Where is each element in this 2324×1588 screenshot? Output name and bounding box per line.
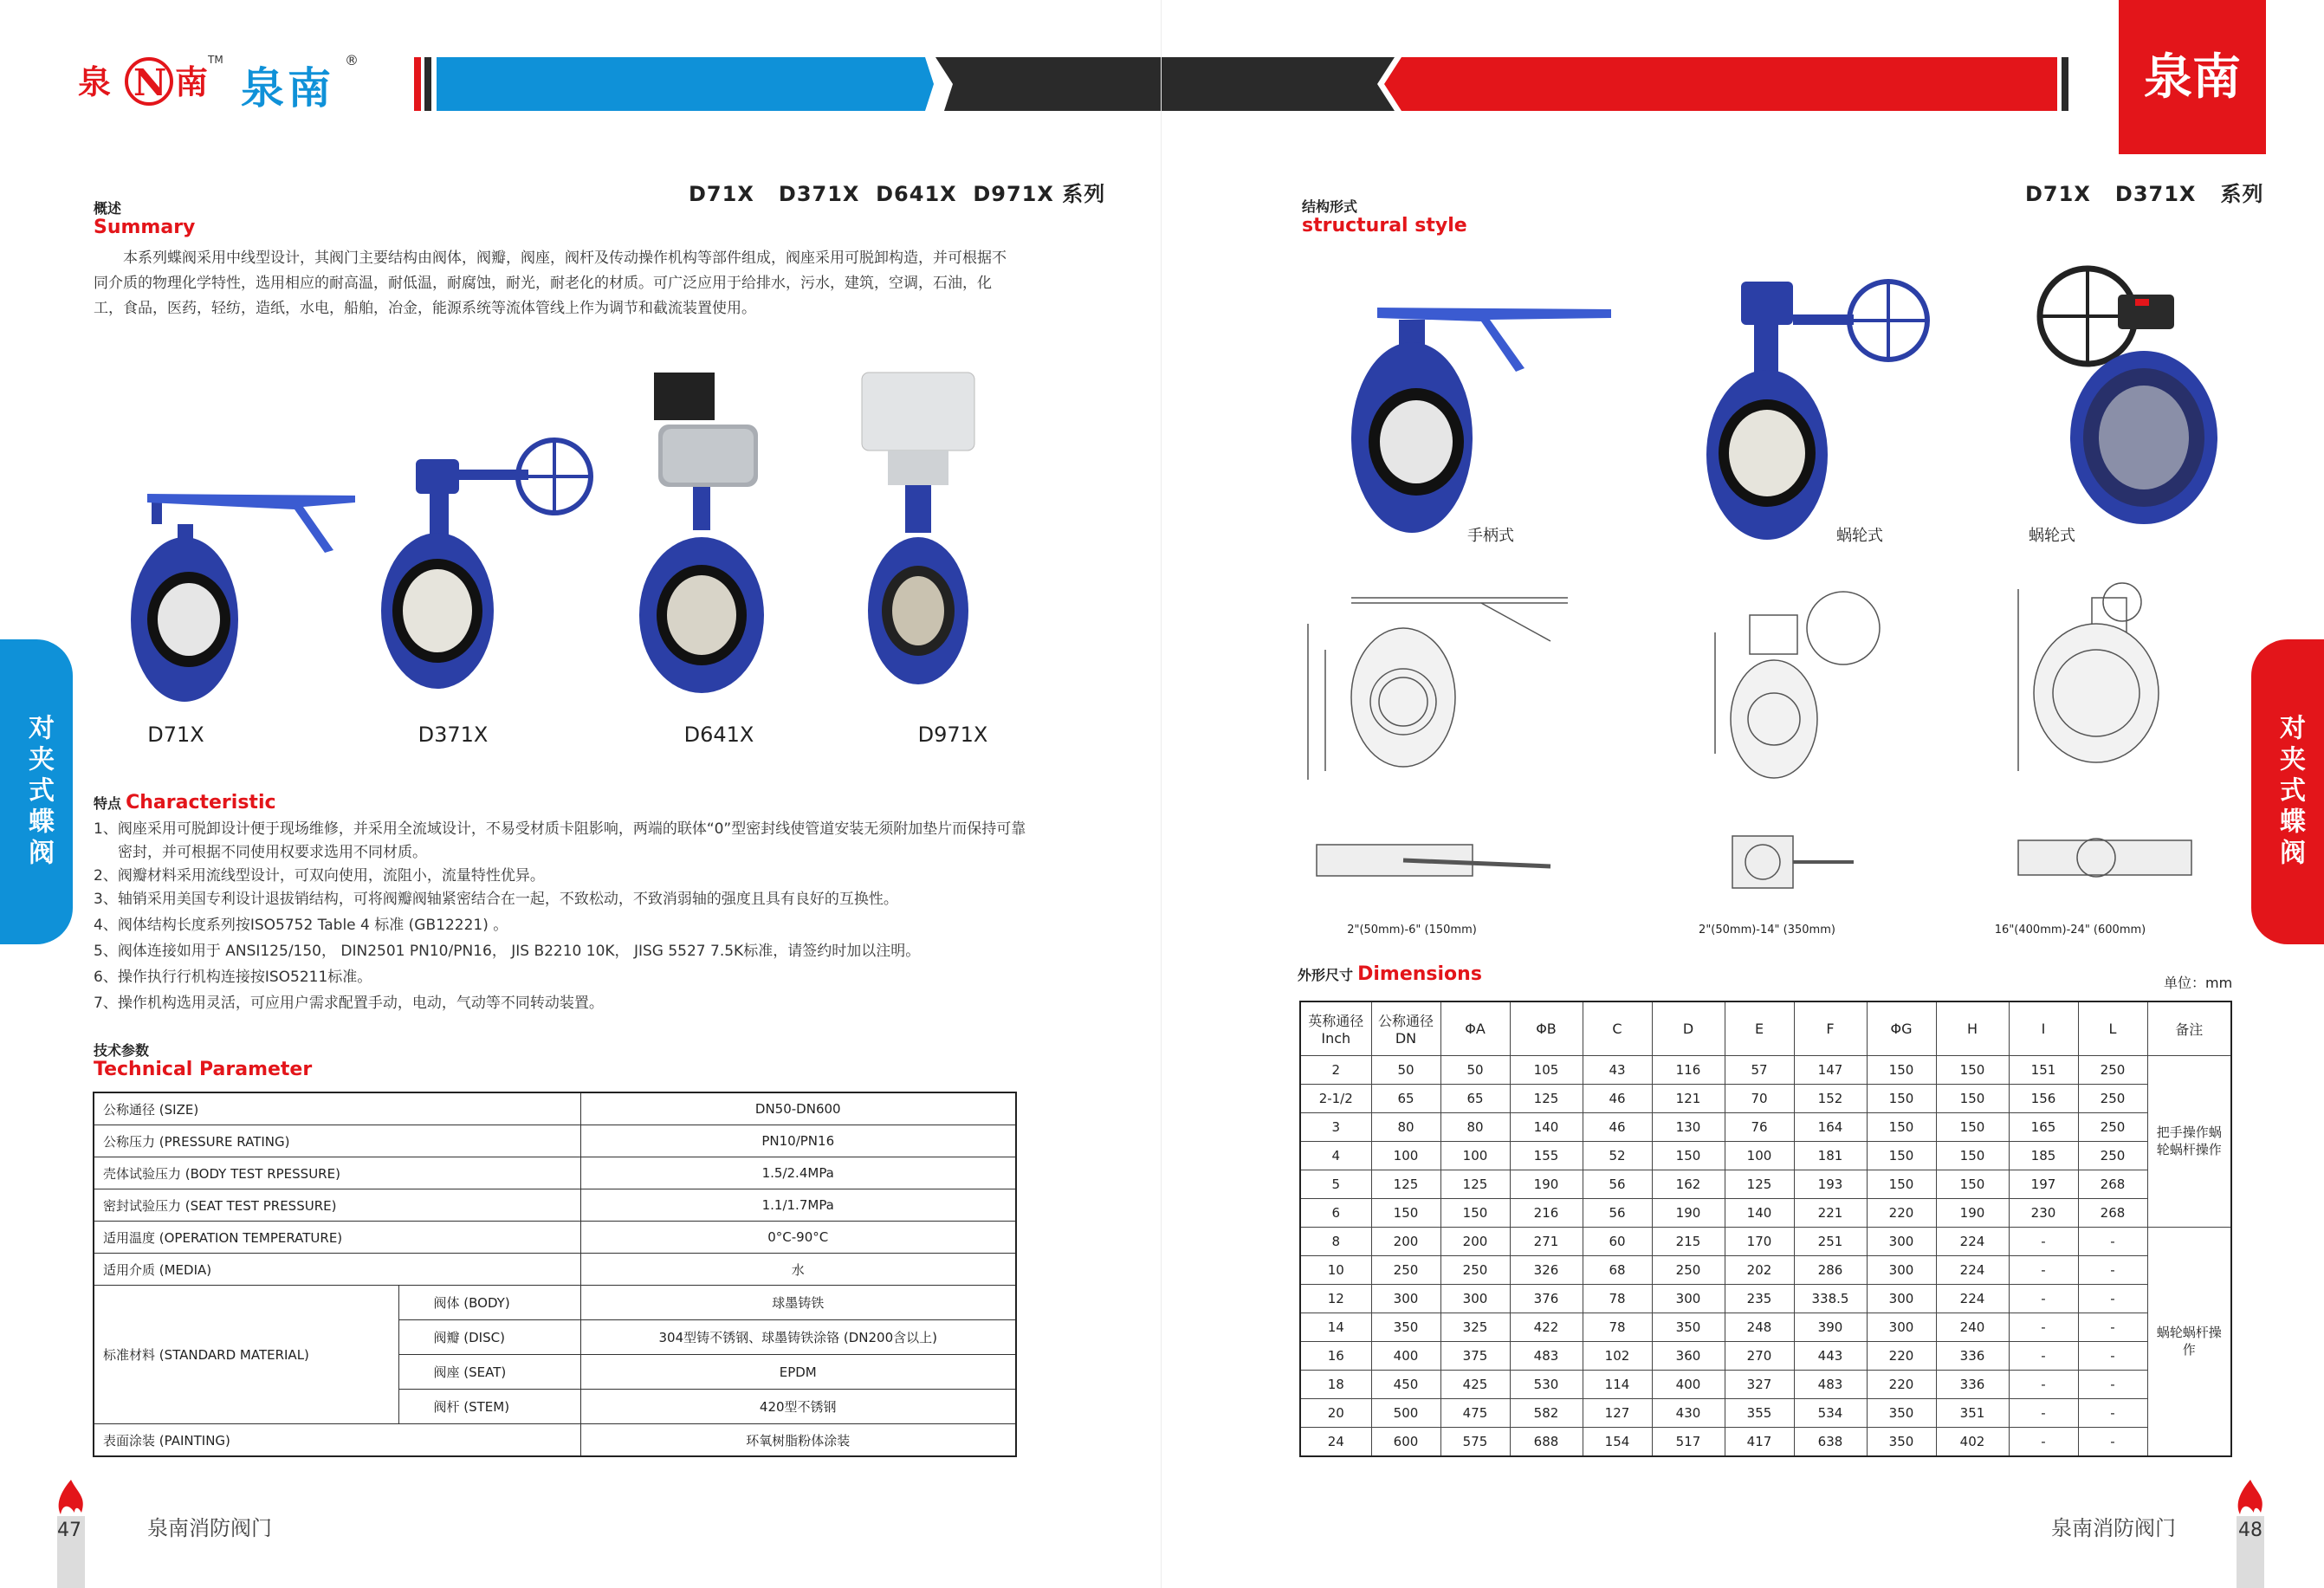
struct-gear-image-2 (2040, 269, 2217, 524)
table-row (1300, 1313, 2231, 1341)
table-cell: 155 (1510, 1141, 1583, 1170)
table-row (94, 1125, 1016, 1157)
struct-cn: 结构形式 (1302, 198, 1358, 215)
col-header: ΦA (1440, 1001, 1510, 1055)
table-row (1300, 1141, 2231, 1170)
table-row (1300, 1084, 2231, 1112)
table-cell: 130 (1652, 1112, 1725, 1141)
table-cell: 65 (1440, 1084, 1510, 1112)
table-cell: 534 (1794, 1398, 1867, 1427)
table-cell: 80 (1440, 1112, 1510, 1141)
table-row (1300, 1198, 2231, 1227)
product-label-2: D371X (418, 723, 489, 747)
table-cell: 165 (2009, 1112, 2078, 1141)
table-cell: 216 (1510, 1198, 1583, 1227)
brand-tm: TM (208, 54, 223, 66)
product-d641x-image (639, 373, 764, 693)
summary-cn: 概述 (94, 200, 122, 217)
table-row (1300, 1370, 2231, 1398)
table-cell: 483 (1510, 1341, 1583, 1370)
product-label-3: D641X (683, 723, 754, 747)
table-cell: 250 (2078, 1055, 2147, 1084)
table-cell: 76 (1725, 1112, 1794, 1141)
table-cell: 105 (1510, 1055, 1583, 1084)
corner-logo-text: 泉南 (2144, 49, 2241, 106)
table-cell: 125 (1371, 1170, 1440, 1198)
table-cell: 14 (1300, 1313, 1371, 1341)
dimensions-table (1299, 1001, 2232, 1457)
table-cell: 443 (1794, 1341, 1867, 1370)
table-cell: 400 (1371, 1341, 1440, 1370)
table-cell: 4 (1300, 1141, 1371, 1170)
table-cell: 300 (1867, 1284, 1936, 1313)
table-cell: 338.5 (1794, 1284, 1867, 1313)
table-cell: 5 (1300, 1170, 1371, 1198)
table-cell: 150 (1936, 1141, 2009, 1170)
table-cell: 638 (1794, 1427, 1867, 1456)
table-cell: 350 (1371, 1313, 1440, 1341)
table-cell: - (2009, 1227, 2078, 1255)
table-cell: - (2009, 1341, 2078, 1370)
char-en: Characteristic (126, 792, 276, 813)
tech-value: 1.5/2.4MPa (580, 1157, 1016, 1189)
feature-7: 7、操作机构选用灵活，可应用户需求配置手动，电动，气动等不同转动装置。 (94, 995, 604, 1012)
style-label-2: 蜗轮式 (1836, 527, 1883, 545)
tech-value: PN10/PN16 (580, 1125, 1016, 1157)
tech-value: DN50-DN600 (580, 1092, 1016, 1125)
table-cell: 164 (1794, 1112, 1867, 1141)
table-cell: 402 (1936, 1427, 2009, 1456)
table-cell: 202 (1725, 1255, 1794, 1284)
table-cell: 152 (1794, 1084, 1867, 1112)
table-cell: 600 (1371, 1427, 1440, 1456)
table-cell: - (2078, 1341, 2147, 1370)
unit-label: 单位：mm (2164, 975, 2233, 991)
table-cell: 150 (1936, 1170, 2009, 1198)
table-cell: 351 (1936, 1398, 2009, 1427)
product-d71x-image (131, 494, 355, 702)
table-cell: 127 (1583, 1398, 1652, 1427)
table-cell: 6 (1300, 1198, 1371, 1227)
tech-label: 适用介质 (MEDIA) (94, 1254, 580, 1286)
table-cell: 12 (1300, 1284, 1371, 1313)
table-cell: 10 (1300, 1255, 1371, 1284)
table-cell: 150 (1867, 1112, 1936, 1141)
summary-en: Summary (94, 217, 196, 238)
table-cell: 300 (1371, 1284, 1440, 1313)
table-cell: 483 (1794, 1370, 1867, 1398)
logo-char-2: N (133, 62, 167, 104)
table-cell: 190 (1936, 1198, 2009, 1227)
table-cell: 100 (1440, 1141, 1510, 1170)
table-cell: 121 (1652, 1084, 1725, 1112)
tech-label: 壳体试验压力 (BODY TEST RPESSURE) (94, 1157, 580, 1189)
table-cell: 170 (1725, 1227, 1794, 1255)
col-header: 公称通径 DN (1371, 1001, 1440, 1055)
table-cell: 575 (1440, 1427, 1510, 1456)
logo-char-1: 泉 (78, 62, 112, 101)
table-cell: 156 (2009, 1084, 2078, 1112)
table-cell: 450 (1371, 1370, 1440, 1398)
table-cell: 221 (1794, 1198, 1867, 1227)
table-cell: 80 (1371, 1112, 1440, 1141)
table-cell: 430 (1652, 1398, 1725, 1427)
left-page-number: 47 (57, 1520, 81, 1541)
table-cell: 185 (2009, 1141, 2078, 1170)
tech-value: 0°C-90°C (580, 1222, 1016, 1254)
table-cell: 327 (1725, 1370, 1794, 1398)
table-row (1300, 1170, 2231, 1198)
table-row (1300, 1112, 2231, 1141)
table-cell: 250 (2078, 1112, 2147, 1141)
table-cell: 57 (1725, 1055, 1794, 1084)
dimensions-body (1300, 1055, 2231, 1456)
table-row (1300, 1398, 2231, 1427)
table-cell: 417 (1725, 1427, 1794, 1456)
brand-logo (78, 50, 225, 111)
col-header: E (1725, 1001, 1794, 1055)
table-cell: 65 (1371, 1084, 1440, 1112)
table-cell: 286 (1794, 1255, 1867, 1284)
technical-drawings (1299, 580, 2235, 927)
struct-en: structural style (1302, 215, 1467, 237)
dim-heading (1298, 963, 1482, 985)
table-cell: 326 (1510, 1255, 1583, 1284)
table-cell: 271 (1510, 1227, 1583, 1255)
features-list (94, 818, 1029, 1015)
table-cell: 50 (1371, 1055, 1440, 1084)
table-cell: 150 (1440, 1198, 1510, 1227)
table-cell: 350 (1867, 1427, 1936, 1456)
page-divider (1161, 0, 1162, 1588)
tech-label: 公称通径 (SIZE) (94, 1092, 580, 1125)
char-cn: 特点 (94, 795, 122, 812)
table-cell: 300 (1440, 1284, 1510, 1313)
struct-handle-image (1351, 308, 1611, 533)
table-cell: 300 (1867, 1313, 1936, 1341)
feature-3: 3、轴销采用美国专利设计退拔销结构，可将阀瓣阀轴紧密结合在一起，不致松动，不致消弱轴的强度且具有良好的互换性。 (94, 891, 898, 908)
table-cell: 230 (2009, 1198, 2078, 1227)
table-cell: - (2009, 1370, 2078, 1398)
table-row (1300, 1055, 2231, 1084)
col-header: ΦG (1867, 1001, 1936, 1055)
tech-value: 1.1/1.7MPa (580, 1189, 1016, 1222)
tech-cn: 技术参数 (94, 1042, 150, 1059)
table-cell: 190 (1652, 1198, 1725, 1227)
brand-reg: ® (345, 52, 359, 68)
table-cell: 154 (1583, 1427, 1652, 1456)
material-part: 阀体 (BODY) (398, 1286, 580, 1320)
table-cell: 8 (1300, 1227, 1371, 1255)
table-row (94, 1424, 1016, 1457)
table-cell: 24 (1300, 1427, 1371, 1456)
char-heading (94, 792, 276, 813)
table-cell: 150 (1371, 1198, 1440, 1227)
table-row (94, 1254, 1016, 1286)
table-cell: 125 (1440, 1170, 1510, 1198)
table-cell: - (2078, 1284, 2147, 1313)
col-header: D (1652, 1001, 1725, 1055)
col-header: ΦB (1510, 1001, 1583, 1055)
right-series-title: D71X D371X 系列 (2025, 182, 2264, 206)
feature-4: 4、阀体结构长度系列按ISO5752 Table 4 标准 (GB12221) 。 (94, 917, 508, 934)
product-label-1: D71X (147, 723, 204, 747)
table-row (94, 1157, 1016, 1189)
side-tab-right (2251, 639, 2324, 944)
table-cell: 336 (1936, 1370, 2009, 1398)
table-cell: 56 (1583, 1170, 1652, 1198)
table-cell: 68 (1583, 1255, 1652, 1284)
table-cell: - (2078, 1313, 2147, 1341)
tech-table (93, 1092, 1017, 1457)
table-cell: 200 (1371, 1227, 1440, 1255)
table-cell: 46 (1583, 1112, 1652, 1141)
table-cell: 147 (1794, 1055, 1867, 1084)
table-cell: 18 (1300, 1370, 1371, 1398)
style-label-3: 蜗轮式 (2029, 527, 2075, 545)
logo-char-3: 南 (175, 62, 209, 101)
table-cell: 150 (1652, 1141, 1725, 1170)
material-label: 标准材料 (STANDARD MATERIAL) (94, 1286, 398, 1424)
product-images (104, 364, 1039, 710)
table-cell: 250 (2078, 1141, 2147, 1170)
size-caption-3: 16"(400mm)-24" (600mm) (1994, 924, 2146, 937)
table-row (94, 1222, 1016, 1254)
table-cell: 100 (1371, 1141, 1440, 1170)
table-cell: - (2009, 1255, 2078, 1284)
table-cell: 224 (1936, 1284, 2009, 1313)
table-cell: 116 (1652, 1055, 1725, 1084)
table-cell: 60 (1583, 1227, 1652, 1255)
table-row (94, 1286, 1016, 1320)
table-cell: 422 (1510, 1313, 1583, 1341)
painting-label: 表面涂装 (PAINTING) (94, 1424, 580, 1457)
table-cell: 197 (2009, 1170, 2078, 1198)
right-page-number: 48 (2238, 1520, 2263, 1541)
table-header-row (1300, 1001, 2231, 1055)
material-value: 304型铸不锈钢、球墨铸铁涂铬 (DN200含以上) (580, 1320, 1016, 1355)
table-cell: 50 (1440, 1055, 1510, 1084)
header-bars (407, 54, 2148, 114)
drawing-handle (1308, 598, 1568, 876)
table-cell: 78 (1583, 1284, 1652, 1313)
table-cell: 114 (1583, 1370, 1652, 1398)
side-tab-left (0, 639, 73, 944)
table-row (1300, 1255, 2231, 1284)
table-cell: 250 (1652, 1255, 1725, 1284)
col-header: C (1583, 1001, 1652, 1055)
table-cell: 270 (1725, 1341, 1794, 1370)
table-cell: 355 (1725, 1398, 1794, 1427)
size-caption-1: 2"(50mm)-6" (150mm) (1347, 924, 1477, 937)
table-cell: 688 (1510, 1427, 1583, 1456)
col-header: 英称通径 Inch (1300, 1001, 1371, 1055)
col-header: I (2009, 1001, 2078, 1055)
right-footer-text: 泉南消防阀门 (2051, 1516, 2176, 1540)
drawing-gear-1 (1715, 592, 1880, 888)
table-cell: 517 (1652, 1427, 1725, 1456)
table-cell: 56 (1583, 1198, 1652, 1227)
table-cell: 78 (1583, 1313, 1652, 1341)
table-cell: 215 (1652, 1227, 1725, 1255)
table-cell: 150 (1867, 1141, 1936, 1170)
tech-label: 密封试验压力 (SEAT TEST PRESSURE) (94, 1189, 580, 1222)
table-cell: 3 (1300, 1112, 1371, 1141)
product-d971x-image (862, 373, 974, 684)
table-cell: 248 (1725, 1313, 1794, 1341)
side-tab-right-text: 对夹式蝶阀 (2275, 714, 2305, 870)
table-cell: 200 (1440, 1227, 1510, 1255)
table-row (1300, 1341, 2231, 1370)
table-cell: 500 (1371, 1398, 1440, 1427)
table-cell: 16 (1300, 1341, 1371, 1370)
dim-en: Dimensions (1357, 963, 1482, 985)
table-cell: - (2009, 1313, 2078, 1341)
tech-label: 公称压力 (PRESSURE RATING) (94, 1125, 580, 1157)
table-cell: 220 (1867, 1370, 1936, 1398)
table-cell: 235 (1725, 1284, 1794, 1313)
left-series-title: D71X D371X D641X D971X 系列 (689, 182, 1106, 206)
table-cell: - (2009, 1398, 2078, 1427)
table-cell: 250 (2078, 1084, 2147, 1112)
table-cell: 150 (1936, 1084, 2009, 1112)
table-cell: - (2078, 1227, 2147, 1255)
table-row (1300, 1427, 2231, 1456)
remark-cell: 蜗轮蜗杆操作 (2147, 1227, 2231, 1456)
table-cell: 220 (1867, 1198, 1936, 1227)
table-cell: 150 (1867, 1055, 1936, 1084)
table-cell: - (2078, 1427, 2147, 1456)
table-cell: 102 (1583, 1341, 1652, 1370)
table-cell: 190 (1510, 1170, 1583, 1198)
table-cell: 43 (1583, 1055, 1652, 1084)
col-header: L (2078, 1001, 2147, 1055)
remark-cell: 把手操作蜗轮蜗杆操作 (2147, 1055, 2231, 1227)
style-label-1: 手柄式 (1467, 527, 1514, 545)
table-cell: - (2078, 1370, 2147, 1398)
col-header: F (1794, 1001, 1867, 1055)
table-cell: 125 (1725, 1170, 1794, 1198)
table-cell: 150 (1936, 1112, 2009, 1141)
table-cell: 300 (1652, 1284, 1725, 1313)
tech-label: 适用温度 (OPERATION TEMPERATURE) (94, 1222, 580, 1254)
table-cell: 375 (1440, 1341, 1510, 1370)
table-cell: 46 (1583, 1084, 1652, 1112)
side-tab-left-text: 对夹式蝶阀 (23, 714, 54, 870)
table-cell: 125 (1510, 1084, 1583, 1112)
table-cell: 251 (1794, 1227, 1867, 1255)
table-cell: 224 (1936, 1227, 2009, 1255)
material-value: 420型不锈钢 (580, 1390, 1016, 1424)
structural-images (1317, 256, 2252, 550)
table-cell: 70 (1725, 1084, 1794, 1112)
table-cell: 475 (1440, 1398, 1510, 1427)
material-value: 球墨铸铁 (580, 1286, 1016, 1320)
table-cell: 52 (1583, 1141, 1652, 1170)
table-cell: 220 (1867, 1341, 1936, 1370)
table-cell: 530 (1510, 1370, 1583, 1398)
table-cell: 350 (1652, 1313, 1725, 1341)
table-cell: - (2009, 1427, 2078, 1456)
table-cell: 250 (1371, 1255, 1440, 1284)
product-label-4: D971X (917, 723, 988, 747)
table-cell: 2-1/2 (1300, 1084, 1371, 1112)
struct-gear-image-1 (1706, 282, 1927, 540)
table-cell: 151 (2009, 1055, 2078, 1084)
product-d371x-image (381, 440, 591, 689)
dim-cn: 外形尺寸 (1298, 967, 1354, 983)
table-cell: 300 (1867, 1255, 1936, 1284)
material-part: 阀座 (SEAT) (398, 1355, 580, 1390)
left-footer-text: 泉南消防阀门 (147, 1516, 272, 1540)
table-row (1300, 1284, 2231, 1313)
table-cell: 325 (1440, 1313, 1510, 1341)
material-value: EPDM (580, 1355, 1016, 1390)
table-cell: 425 (1440, 1370, 1510, 1398)
table-cell: 150 (1936, 1055, 2009, 1084)
table-row (94, 1189, 1016, 1222)
material-part: 阀瓣 (DISC) (398, 1320, 580, 1355)
table-cell: 181 (1794, 1141, 1867, 1170)
table-cell: 400 (1652, 1370, 1725, 1398)
drawing-gear-2 (2018, 583, 2191, 877)
corner-logo (2119, 0, 2266, 154)
table-cell: 100 (1725, 1141, 1794, 1170)
table-cell: 224 (1936, 1255, 2009, 1284)
table-cell: 150 (1867, 1084, 1936, 1112)
tech-value: 水 (580, 1254, 1016, 1286)
table-cell: 390 (1794, 1313, 1867, 1341)
table-cell: 300 (1867, 1227, 1936, 1255)
table-cell: 268 (2078, 1170, 2147, 1198)
table-cell: - (2078, 1398, 2147, 1427)
table-cell: 2 (1300, 1055, 1371, 1084)
summary-text: 本系列蝶阀采用中线型设计，其阀门主要结构由阀体，阀瓣，阀座，阀杆及传动操作机构等部件组成，阀座采用可脱卸构造，并可根据不同介质的物理化学特性，选用相应的耐高温，耐低温，耐腐蚀，耐光，耐老化的材质。可广泛应用于给排水，污水，建筑，空调，石油，化工，食品，医药，轻纺，造纸，水电，船舶，冶金，能源系统等流体管线上作为调节和截流装置使用。 (94, 250, 1007, 317)
painting-value: 环氧树脂粉体涂装 (580, 1424, 1016, 1457)
col-header: H (1936, 1001, 2009, 1055)
feature-5: 5、阀体连接如用于 ANSI125/150， DIN2501 PN10/PN16， JIS B2210 10K， JISG 5527 7.5K标准，请签约时加以注明。 (94, 943, 921, 960)
table-cell: - (2009, 1284, 2078, 1313)
table-cell: 336 (1936, 1341, 2009, 1370)
table-cell: 582 (1510, 1398, 1583, 1427)
table-cell: 268 (2078, 1198, 2147, 1227)
feature-1: 1、阀座采用可脱卸设计便于现场维修，并采用全流域设计，不易受材质卡阻影响，两端的联体“0”型密封线使管道安装无须附加垫片而保持可靠密封，并可根据不同使用权要求选用不同材质。 (94, 820, 1026, 861)
brand-name: 泉南 (241, 63, 334, 113)
table-cell: 360 (1652, 1341, 1725, 1370)
table-row (1300, 1227, 2231, 1255)
col-header: 备注 (2147, 1001, 2231, 1055)
table-cell: 350 (1867, 1398, 1936, 1427)
table-cell: 150 (1867, 1170, 1936, 1198)
table-row (94, 1092, 1016, 1125)
table-cell: 140 (1725, 1198, 1794, 1227)
table-cell: 240 (1936, 1313, 2009, 1341)
table-cell: 250 (1440, 1255, 1510, 1284)
table-cell: 376 (1510, 1284, 1583, 1313)
table-cell: 193 (1794, 1170, 1867, 1198)
table-cell: 20 (1300, 1398, 1371, 1427)
table-cell: - (2078, 1255, 2147, 1284)
tech-en: Technical Parameter (94, 1059, 313, 1080)
feature-2: 2、阀瓣材料采用流线型设计，可双向使用，流阻小，流量特性优异。 (94, 867, 545, 885)
size-caption-2: 2"(50mm)-14" (350mm) (1699, 924, 1835, 937)
material-part: 阀杆 (STEM) (398, 1390, 580, 1424)
table-cell: 140 (1510, 1112, 1583, 1141)
table-cell: 162 (1652, 1170, 1725, 1198)
feature-6: 6、操作执行行机构连接按ISO5211标准。 (94, 969, 372, 986)
